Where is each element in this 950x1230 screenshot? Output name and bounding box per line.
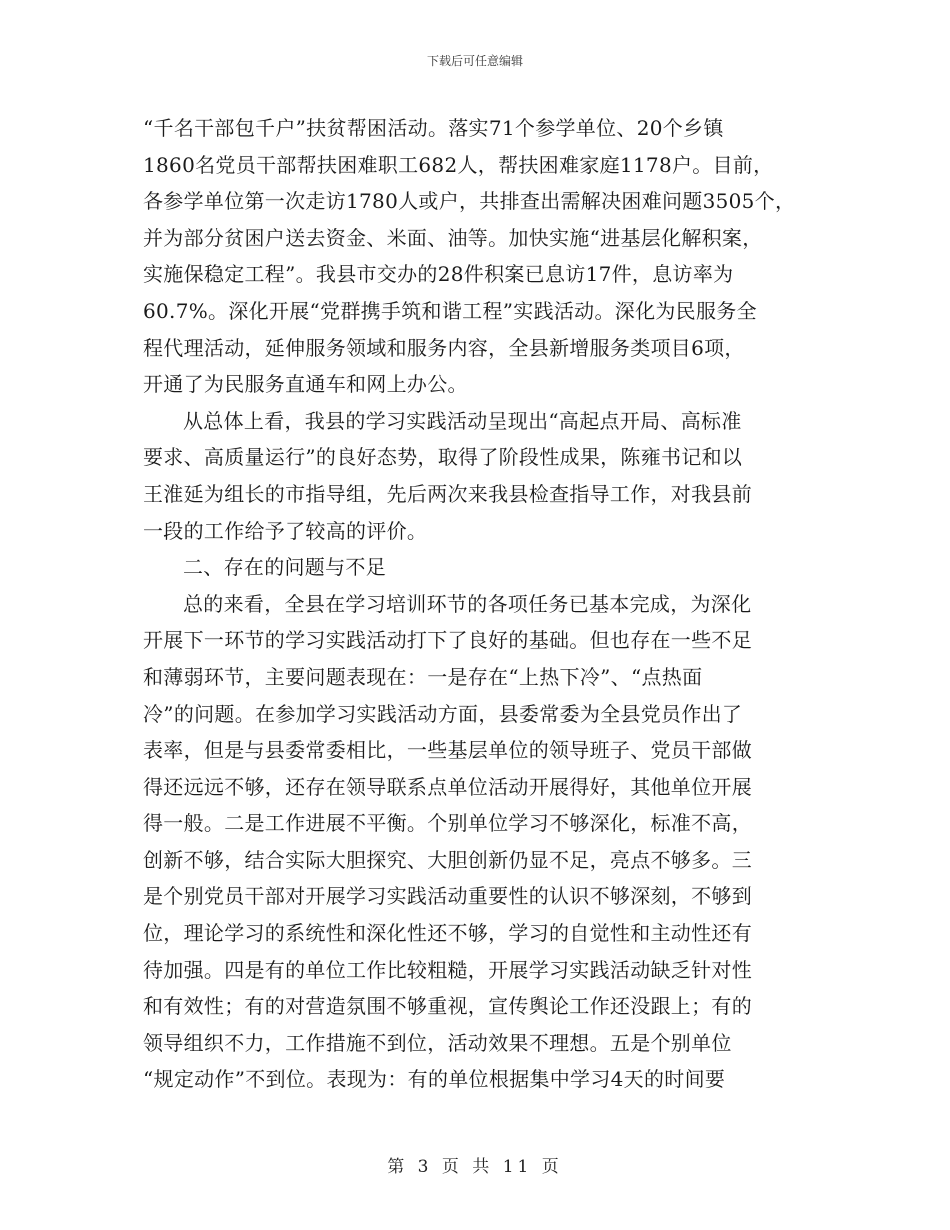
text-line: 一段的工作给予了较高的评价。 [143,518,428,543]
text-line: 开展下一环节的学习实践活动打下了良好的基础。但也存在一些不足 [143,628,752,653]
text-line: 1860名党员干部帮扶困难职工682人，帮扶困难家庭1178户。目前， [143,152,774,177]
text-line: 得还远远不够，还存在领导联系点单位活动开展得好，其他单位开展 [143,774,752,799]
page-header: 下载后可任意编辑 [426,54,523,68]
text-line: 和有效性；有的对营造氛围不够重视，宣传舆论工作还没跟上；有的 [143,994,752,1019]
text-line: 要求、高质量运行”的良好态势，取得了阶段性成果，陈雍书记和以 [143,445,743,470]
text-line: 表率，但是与县委常委相比，一些基层单位的领导班子、党员干部做 [143,738,752,763]
text-line: “规定动作”不到位。表现为：有的单位根据集中学习4天的时间要 [143,1067,726,1092]
text-line: 开通了为民服务直通车和网上办公。 [143,372,468,397]
text-line: 是个别党员干部对开展学习实践活动重要性的认识不够深刻，不够到 [143,884,752,909]
text-line: 各参学单位第一次走访1780人或户，共排查出需解决困难问题3505个， [143,189,796,214]
section-heading: 二、存在的问题与不足 [183,555,386,580]
text-line: 冷”的问题。在参加学习实践活动方面，县委常委为全县党员作出了 [143,701,743,726]
text-line: 得一般。二是工作进展不平衡。个别单位学习不够深化，标准不高， [143,811,752,836]
text-line: 和薄弱环节，主要问题表现在：一是存在“上热下冷”、“点热面 [143,664,703,689]
text-line: 60.7%。深化开展“党群携手筑和谐工程”实践活动。深化为民服务全 [143,298,757,323]
document-body [143,110,833,1098]
text-line: “千名干部包千户”扶贫帮困活动。落实71个参学单位、20个乡镇 [143,116,724,140]
text-line: 待加强。四是有的单位工作比较粗糙，开展学习实践活动缺乏针对性 [143,957,752,982]
paragraph-start-line: 从总体上看，我县的学习实践活动呈现出“高起点开局、高标准 [183,408,742,433]
paragraph-start-line: 总的来看，全县在学习培训环节的各项任务已基本完成，为深化 [183,591,752,616]
text-line: 创新不够，结合实际大胆探究、大胆创新仍显不足，亮点不够多。三 [143,847,752,872]
text-line: 程代理活动，延伸服务领域和服务内容，全县新增服务类项目6项， [143,335,745,360]
text-line: 领导组织不力，工作措施不到位，活动效果不理想。五是个别单位 [143,1030,732,1055]
text-line: 实施保稳定工程”。我县市交办的28件积案已息访17件，息访率为 [143,262,734,287]
page-footer: 第 3 页 共 11 页 [387,1157,563,1177]
text-line: 并为部分贫困户送去资金、米面、油等。加快实施“进基层化解积案， [143,225,763,250]
text-line: 位，理论学习的系统性和深化性还不够，学习的自觉性和主动性还有 [143,921,752,946]
text-line: 王淮延为组长的市指导组，先后两次来我县检查指导工作，对我县前 [143,481,752,506]
